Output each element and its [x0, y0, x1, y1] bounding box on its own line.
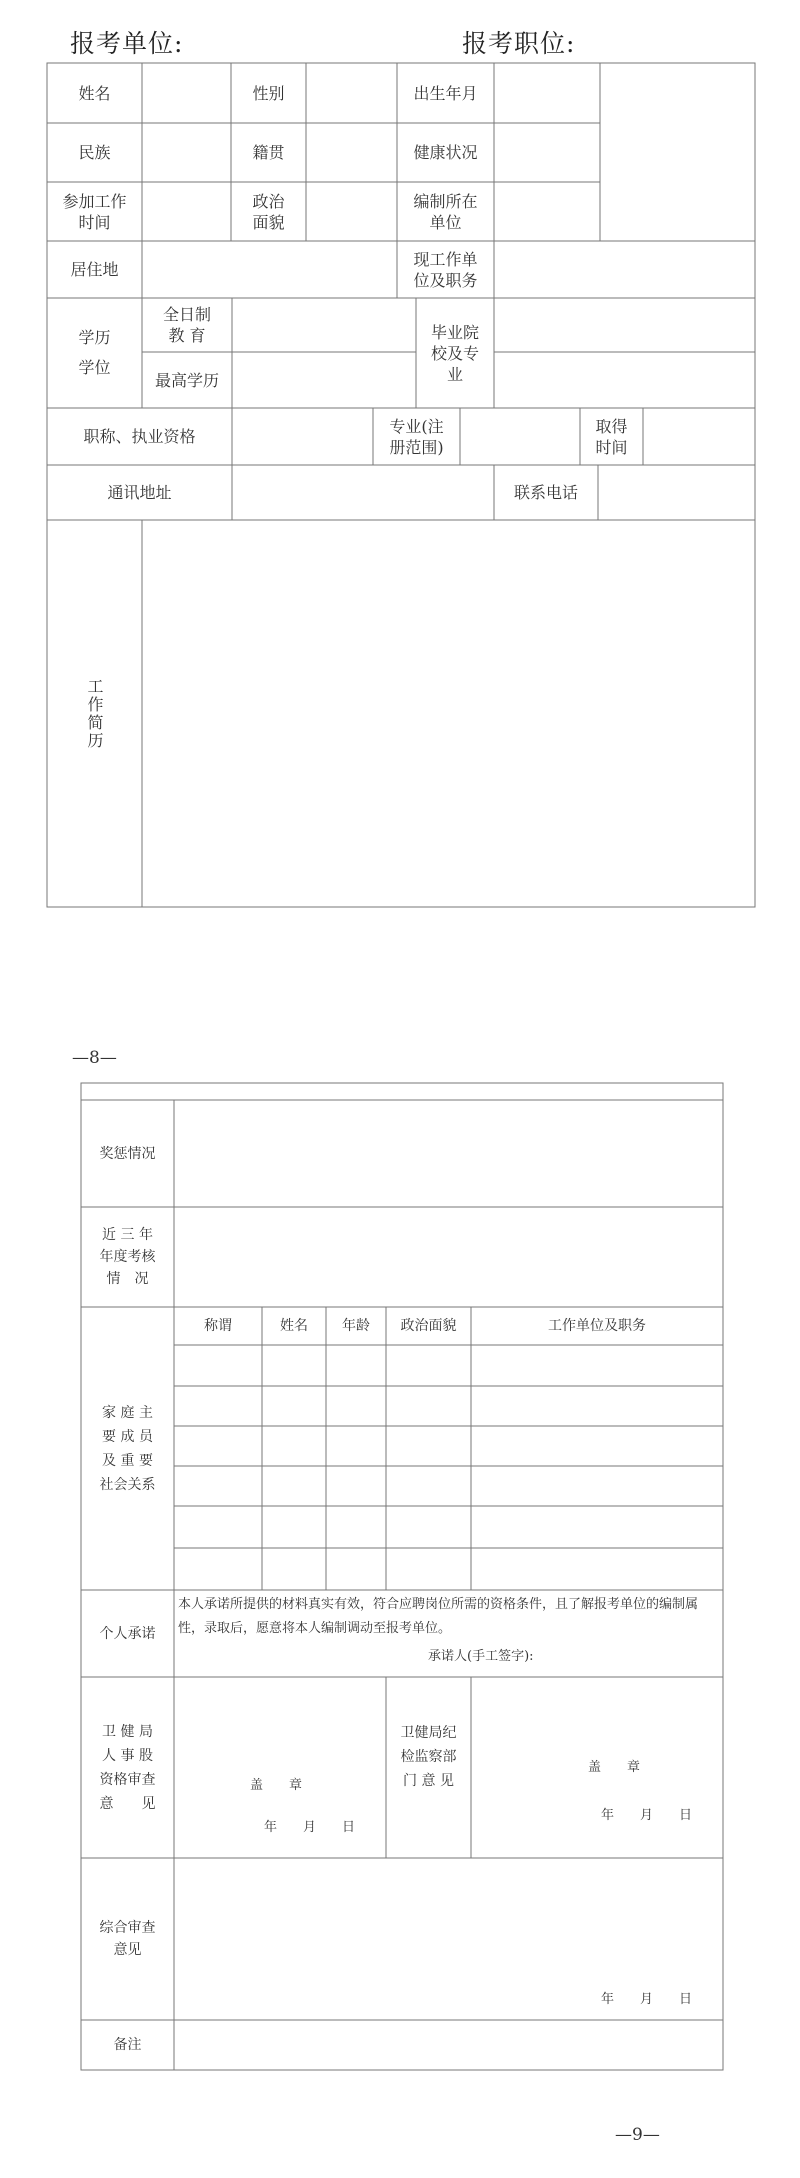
assessment-label: 近 三 年 年度考核 情 况	[99, 1227, 156, 1287]
current-job-label: 现工作单 位及职务	[413, 249, 478, 290]
fulltime-edu-label: 全日制 教 育	[162, 305, 211, 345]
remarks-field[interactable]	[174, 2020, 723, 2070]
family-label: 家 庭 主 要 成 员 及 重 要 社会关系	[99, 1404, 156, 1493]
resume-label: 工作简历	[85, 677, 104, 750]
discipline-seal-label: 盖 章	[588, 1760, 641, 1775]
page-number-8: —8—	[72, 1048, 117, 1068]
residence-label: 居住地	[70, 260, 119, 279]
birth-field[interactable]	[494, 63, 600, 123]
specialty-label: 专业(注 册范围)	[389, 416, 444, 457]
education-degree-label: 学历 学位	[78, 328, 111, 377]
obtain-time-label: 取得 时间	[595, 416, 628, 457]
gender-field[interactable]	[306, 63, 397, 123]
promise-label: 个人承诺	[99, 1625, 156, 1642]
ethnicity-label: 民族	[78, 143, 111, 162]
hr-seal-label: 盖 章	[250, 1778, 303, 1793]
family-header-work: 工作单位及职务	[548, 1318, 646, 1334]
native-place-label: 籍贯	[252, 143, 285, 162]
general-date-label: 年 月 日	[601, 1992, 693, 2007]
gender-label: 性别	[252, 83, 285, 103]
promise-text: 本人承诺所提供的材料真实有效，符合应聘岗位所需的资格条件，且了解报考单位的编制属性，录取后，愿意将本人编制调动至报考单位。	[178, 1597, 699, 1636]
header-position-label: 报考职位:	[462, 29, 576, 58]
health-label: 健康状况	[413, 143, 478, 162]
family-header-age: 年龄	[342, 1318, 370, 1334]
family-header-relation: 称谓	[204, 1318, 232, 1334]
name-field[interactable]	[142, 63, 231, 123]
establishment-unit-label: 编制所在 单位	[413, 191, 478, 232]
address-label: 通讯地址	[107, 483, 172, 502]
family-header-political: 政治面貌	[400, 1318, 457, 1334]
birth-label: 出生年月	[413, 83, 478, 103]
page-number-9: —9—	[615, 2125, 660, 2145]
resume-field[interactable]	[142, 520, 755, 907]
discipline-date-label: 年 月 日	[601, 1808, 693, 1823]
name-label: 姓名	[78, 83, 111, 103]
work-start-label: 参加工作 时间	[62, 191, 127, 232]
rewards-label: 奖惩情况	[99, 1145, 156, 1162]
discipline-review-label: 卫健局纪 检监察部 门 意 见	[400, 1725, 457, 1789]
hr-date-label: 年 月 日	[264, 1820, 356, 1835]
political-label: 政治 面貌	[252, 191, 285, 232]
graduated-school-label: 毕业院 校及专 业	[430, 322, 479, 384]
photo-box[interactable]	[600, 63, 755, 241]
title-qualification-label: 职称、执业资格	[83, 427, 196, 446]
promise-sign-label: 承诺人(手工签字):	[428, 1649, 534, 1664]
highest-edu-label: 最高学历	[154, 370, 219, 390]
header-unit-label: 报考单位:	[70, 29, 184, 58]
phone-label: 联系电话	[513, 483, 578, 502]
remarks-label: 备注	[113, 2037, 142, 2053]
rewards-field[interactable]	[174, 1100, 723, 1207]
general-review-label: 综合审查 意见	[99, 1920, 156, 1958]
family-header-name: 姓名	[280, 1318, 308, 1334]
hr-review-label: 卫 健 局 人 事 股 资格审查 意 见	[99, 1723, 156, 1812]
assessment-field[interactable]	[174, 1207, 723, 1307]
